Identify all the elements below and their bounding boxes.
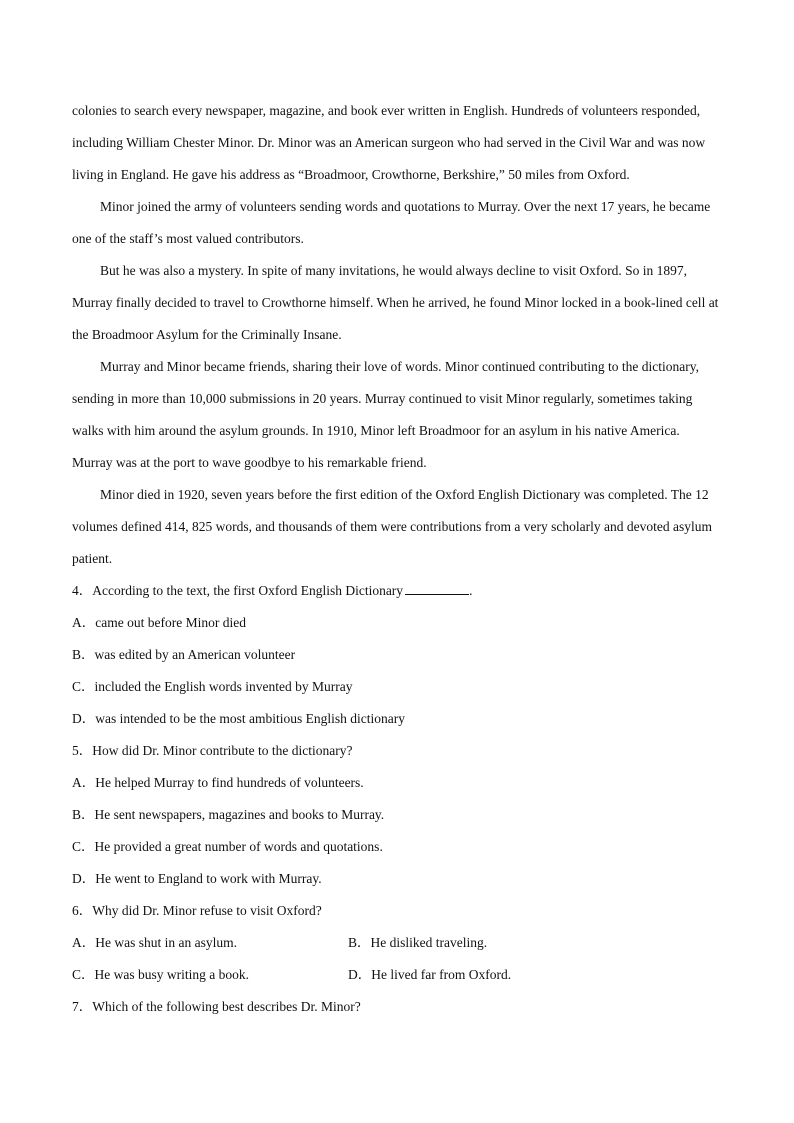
question-4-option-c [72,671,722,703]
question-6-option-b [348,927,487,959]
question-4 [72,575,722,607]
passage-paragraph-5: Minor died in 1920, seven years before the first edition of the Oxford English Dictionary was completed. The 12 volumes defined 414, 825 words, and thousands of them were contributions from a very scholarly and devoted asylum patient. [72,487,712,566]
question-6-options-row-1 [72,927,722,959]
option-text: was intended to be the most ambitious English dictionary [95,711,405,726]
question-4-option-b [72,639,722,671]
question-number: 7． [72,999,93,1014]
question-5-option-c [72,831,722,863]
option-text: He sent newspapers, magazines and books to Murray. [94,807,385,822]
question-5-option-b [72,799,722,831]
question-6-option-c [72,959,348,991]
option-text: He was busy writing a book. [94,967,249,982]
option-letter: B． [348,935,371,950]
question-5-option-a [72,767,722,799]
option-letter: B． [72,807,95,822]
option-letter: C． [72,679,95,694]
option-text: He was shut in an asylum. [95,935,237,950]
option-letter: D． [348,967,372,982]
question-stem: According to the text, the first Oxford English Dictionary [92,583,404,598]
option-text: He disliked traveling. [370,935,488,950]
question-number: 5． [72,743,93,758]
question-6-option-a [72,927,348,959]
option-letter: D． [72,871,96,886]
question-4-option-d [72,703,722,735]
option-letter: D． [72,711,96,726]
option-letter: C． [72,839,95,854]
question-number: 4． [72,583,93,598]
option-letter: B． [72,647,95,662]
option-letter: A． [72,615,96,630]
passage-paragraph-4: Murray and Minor became friends, sharing their love of words. Minor continued contributing to the dictionary, sending in more than 10,000 submissions in 20 years. Murray continued to visit Minor regularly, sometimes taking walks with him around the asylum grounds. In 1910, Minor left Broadmoor for an asylum in his native America. Murray was at the port to wave goodbye to his remarkable friend. [72,359,699,470]
option-text: came out before Minor died [95,615,246,630]
question-stem: How did Dr. Minor contribute to the dictionary? [92,743,353,758]
passage-paragraph-2: Minor joined the army of volunteers sending words and quotations to Murray. Over the next 17 years, he became one of the staff’s most valued contributors. [72,199,711,246]
option-letter: A． [72,935,96,950]
question-7 [72,991,722,1023]
option-text: He helped Murray to find hundreds of volunteers. [95,775,364,790]
question-number: 6． [72,903,93,918]
answer-blank [405,580,469,595]
question-stem: Why did Dr. Minor refuse to visit Oxford? [92,903,322,918]
question-6-options-row-2 [72,959,722,991]
option-letter: C． [72,967,95,982]
question-6 [72,895,722,927]
passage-paragraph-1: colonies to search every newspaper, magazine, and book ever written in English. Hundreds of volunteers responded, including William Chester Minor. Dr. Minor was an American surgeon who had served in the Civil War and was now living in England. He gave his address as “Broadmoor, Crowthorne, Berkshire,” 50 miles from Oxford. [72,103,706,182]
option-text: included the English words invented by Murray [94,679,353,694]
passage-paragraph-3: But he was also a mystery. In spite of many invitations, he would always decline to visit Oxford. So in 1897, Murray finally decided to travel to Crowthorne himself. When he arrived, he found Minor locked in a book-lined cell at the Broadmoor Asylum for the Criminally Insane. [72,263,719,342]
option-text: He went to England to work with Murray. [95,871,322,886]
question-6-option-d [348,959,511,991]
option-letter: A． [72,775,96,790]
question-stem: Which of the following best describes Dr. Minor? [92,999,361,1014]
question-4-option-a [72,607,722,639]
question-stem-end: . [469,583,473,598]
question-5-option-d [72,863,722,895]
option-text: He provided a great number of words and quotations. [94,839,383,854]
option-text: He lived far from Oxford. [371,967,512,982]
question-5 [72,735,722,767]
option-text: was edited by an American volunteer [94,647,296,662]
page-content [72,95,722,1023]
